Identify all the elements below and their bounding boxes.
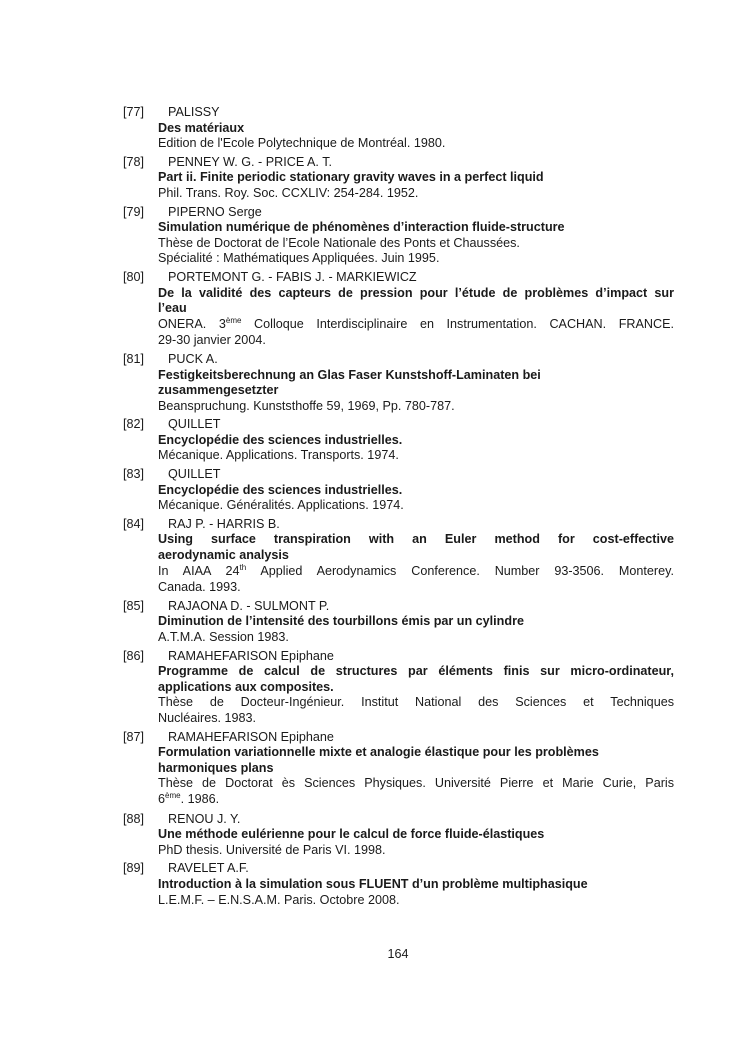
reference-number: [80] (123, 269, 145, 284)
reference-item (123, 861, 674, 908)
reference-number: [83] (123, 467, 145, 482)
reference-details-text: ONERA. 3 (158, 316, 226, 331)
reference-authors: PUCK A. (168, 351, 218, 366)
reference-number: [84] (123, 516, 145, 531)
reference-authors: PORTEMONT G. - FABIS J. - MARKIEWICZ (168, 269, 417, 284)
reference-item (123, 352, 674, 414)
reference-authors: PIPERNO Serge (168, 204, 262, 219)
reference-title: De la validité des capteurs de pression pour l’étude de problèmes d’impact sur (158, 285, 674, 300)
reference-item (123, 105, 674, 152)
reference-details: Phil. Trans. Roy. Soc. CCXLIV: 254-284. 1952. (158, 185, 419, 200)
reference-title: Part ii. Finite periodic stationary gravity waves in a perfect liquid (158, 170, 544, 185)
reference-item (123, 517, 674, 596)
reference-authors: RAMAHEFARISON Epiphane (168, 648, 334, 663)
reference-authors: RAVELET A.F. (168, 861, 249, 876)
reference-number: [89] (123, 861, 145, 876)
reference-item (123, 812, 674, 859)
reference-title: Programme de calcul de structures par éléments finis sur micro-ordinateur, (158, 664, 674, 679)
reference-authors: PENNEY W. G. - PRICE A. T. (168, 154, 332, 169)
reference-number: [79] (123, 204, 145, 219)
reference-item (123, 205, 674, 267)
reference-title: harmoniques plans (158, 760, 274, 775)
reference-item (123, 730, 674, 809)
reference-details (123, 792, 674, 809)
reference-item (123, 417, 674, 464)
reference-details: PhD thesis. Université de Paris VI. 1998. (158, 842, 386, 857)
reference-number: [85] (123, 598, 145, 613)
page-number: 164 (387, 947, 409, 961)
reference-authors: RAMAHEFARISON Epiphane (168, 729, 334, 744)
reference-details: Nucléaires. 1983. (158, 710, 257, 725)
reference-title: Using surface transpiration with an Euler method for cost-effective (158, 532, 674, 547)
reference-title: Encyclopédie des sciences industrielles. (158, 482, 403, 497)
reference-details: Thèse de Doctorat ès Sciences Physiques. Université Pierre et Marie Curie, Paris (158, 776, 674, 791)
reference-details: Edition de l'Ecole Polytechnique de Montréal. 1980. (158, 136, 446, 151)
superscript: th (239, 562, 247, 572)
reference-title: applications aux composites. (158, 679, 334, 694)
reference-title: Des matériaux (158, 120, 245, 135)
reference-number: [82] (123, 417, 145, 432)
reference-details: 29-30 janvier 2004. (158, 333, 266, 348)
reference-item (123, 270, 674, 349)
reference-item (123, 649, 674, 727)
reference-details: Thèse de Docteur-Ingénieur. Institut National des Sciences et Techniques (158, 695, 674, 710)
reference-title: Encyclopédie des sciences industrielles. (158, 432, 403, 447)
reference-number: [87] (123, 729, 145, 744)
reference-authors: PALISSY (168, 105, 220, 119)
reference-details: Mécanique. Applications. Transports. 1974. (158, 448, 399, 463)
reference-item (123, 599, 674, 646)
reference-title: Introduction à la simulation sous FLUENT d’un problème multiphasique (158, 876, 588, 891)
reference-title: aerodynamic analysis (158, 548, 289, 563)
reference-item (123, 155, 674, 202)
reference-authors: RENOU J. Y. (168, 811, 241, 826)
reference-details: A.T.M.A. Session 1983. (158, 630, 289, 644)
reference-authors: RAJ P. - HARRIS B. (168, 516, 280, 531)
reference-details-text: Colloque Interdisciplinaire en Instrumentation. CACHAN. FRANCE. (241, 316, 674, 331)
reference-authors: RAJAONA D. - SULMONT P. (168, 598, 330, 613)
reference-details: Beanspruchung. Kunststhoffe 59, 1969, Pp. 780-787. (158, 398, 455, 413)
superscript: ème (225, 315, 242, 325)
reference-details: Spécialité : Mathématiques Appliquées. Juin 1995. (158, 251, 440, 266)
reference-details: L.E.M.F. – E.N.S.A.M. Paris. Octobre 2008. (158, 892, 400, 907)
reference-number: [77] (123, 105, 145, 119)
reference-number: [88] (123, 811, 145, 826)
reference-number: [86] (123, 648, 145, 663)
reference-title: zusammengesetzter (158, 383, 279, 398)
reference-number: [81] (123, 351, 145, 366)
reference-title: Simulation numérique de phénomènes d’interaction fluide-structure (158, 220, 565, 235)
reference-title: Une méthode eulérienne pour le calcul de force fluide-élastiques (158, 827, 545, 842)
reference-details: Mécanique. Généralités. Applications. 1974. (158, 498, 404, 513)
reference-item (123, 467, 674, 514)
reference-details-text: Applied Aerodynamics Conference. Number 93-3506. Monterey. (246, 563, 674, 578)
reference-list (123, 105, 674, 911)
reference-details-text: In AIAA 24 (158, 563, 240, 578)
reference-title: Diminution de l’intensité des tourbillons émis par un cylindre (158, 614, 524, 629)
reference-number: [78] (123, 154, 145, 169)
reference-details (123, 564, 674, 581)
reference-authors: QUILLET (168, 417, 221, 432)
reference-details (123, 317, 674, 334)
reference-details: Thèse de Doctorat de l’Ecole Nationale des Ponts et Chaussées. (158, 235, 520, 250)
reference-title: l’eau (158, 301, 187, 316)
reference-title: Formulation variationnelle mixte et analogie élastique pour les problèmes (158, 745, 599, 760)
reference-details-text: 6 (158, 791, 166, 806)
reference-details-text: . 1986. (180, 791, 220, 806)
reference-details: Canada. 1993. (158, 580, 241, 595)
reference-title: Festigkeitsberechnung an Glas Faser Kunstshoff-Laminaten bei (158, 367, 541, 382)
reference-authors: QUILLET (168, 467, 221, 482)
superscript: ème (165, 790, 181, 800)
